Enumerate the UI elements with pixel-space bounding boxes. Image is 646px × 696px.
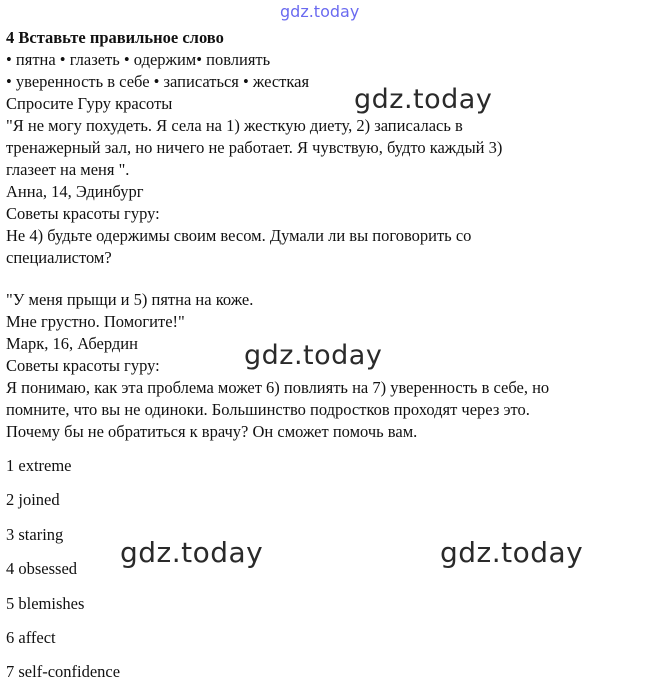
text-line-13: Я понимаю, как эта проблема может 6) повлиять на 7) уверенность в себе, но (6, 378, 550, 397)
text-line-4: глазеет на меня ". (6, 160, 130, 179)
answer-item: 5 blemishes (6, 594, 85, 613)
text-line-7: Не 4) будьте одержимы своим весом. Думали ли вы поговорить со (6, 226, 472, 245)
text-line-15: Почему бы не обратиться к врачу? Он сможет помочь вам. (6, 422, 418, 441)
text-line-2: "Я не могу похудеть. Я села на 1) жесткую диету, 2) записалась в (6, 116, 463, 135)
text-line-6: Советы красоты гуру: (6, 204, 160, 223)
watermark: gdz.today (440, 536, 584, 569)
answer-item: 1 extreme (6, 456, 72, 475)
answer-item: 2 joined (6, 490, 60, 509)
exercise-title: 4 Вставьте правильное слово (6, 28, 224, 47)
answer-item: 4 obsessed (6, 559, 78, 578)
text-line-9: "У меня прыщи и 5) пятна на коже. (6, 290, 254, 309)
watermark-top: gdz.today (280, 2, 360, 21)
text-line-12: Советы красоты гуру: (6, 356, 160, 375)
wordbank-line-1: • пятна • глазеть • одержим• повлиять (6, 50, 271, 69)
answer-item: 6 affect (6, 628, 56, 647)
text-line-5: Анна, 14, Эдинбург (6, 182, 144, 201)
text-line-1: Спросите Гуру красоты (6, 94, 173, 113)
text-line-10: Мне грустно. Помогите!" (6, 312, 185, 331)
text-line-3: тренажерный зал, но ничего не работает. Я чувствую, будто каждый 3) (6, 138, 503, 157)
text-line-8: специалистом? (6, 248, 112, 267)
watermark: gdz.today (244, 340, 383, 371)
wordbank-line-2: • уверенность в себе • записаться • жесткая (6, 72, 310, 91)
text-line-11: Марк, 16, Абердин (6, 334, 138, 353)
text-line-14: помните, что вы не одиноки. Большинство подростков проходят через это. (6, 400, 530, 419)
watermark: gdz.today (120, 536, 264, 569)
answer-item: 3 staring (6, 525, 64, 544)
watermark: gdz.today (354, 84, 493, 115)
answer-item: 7 self-confidence (6, 662, 121, 681)
